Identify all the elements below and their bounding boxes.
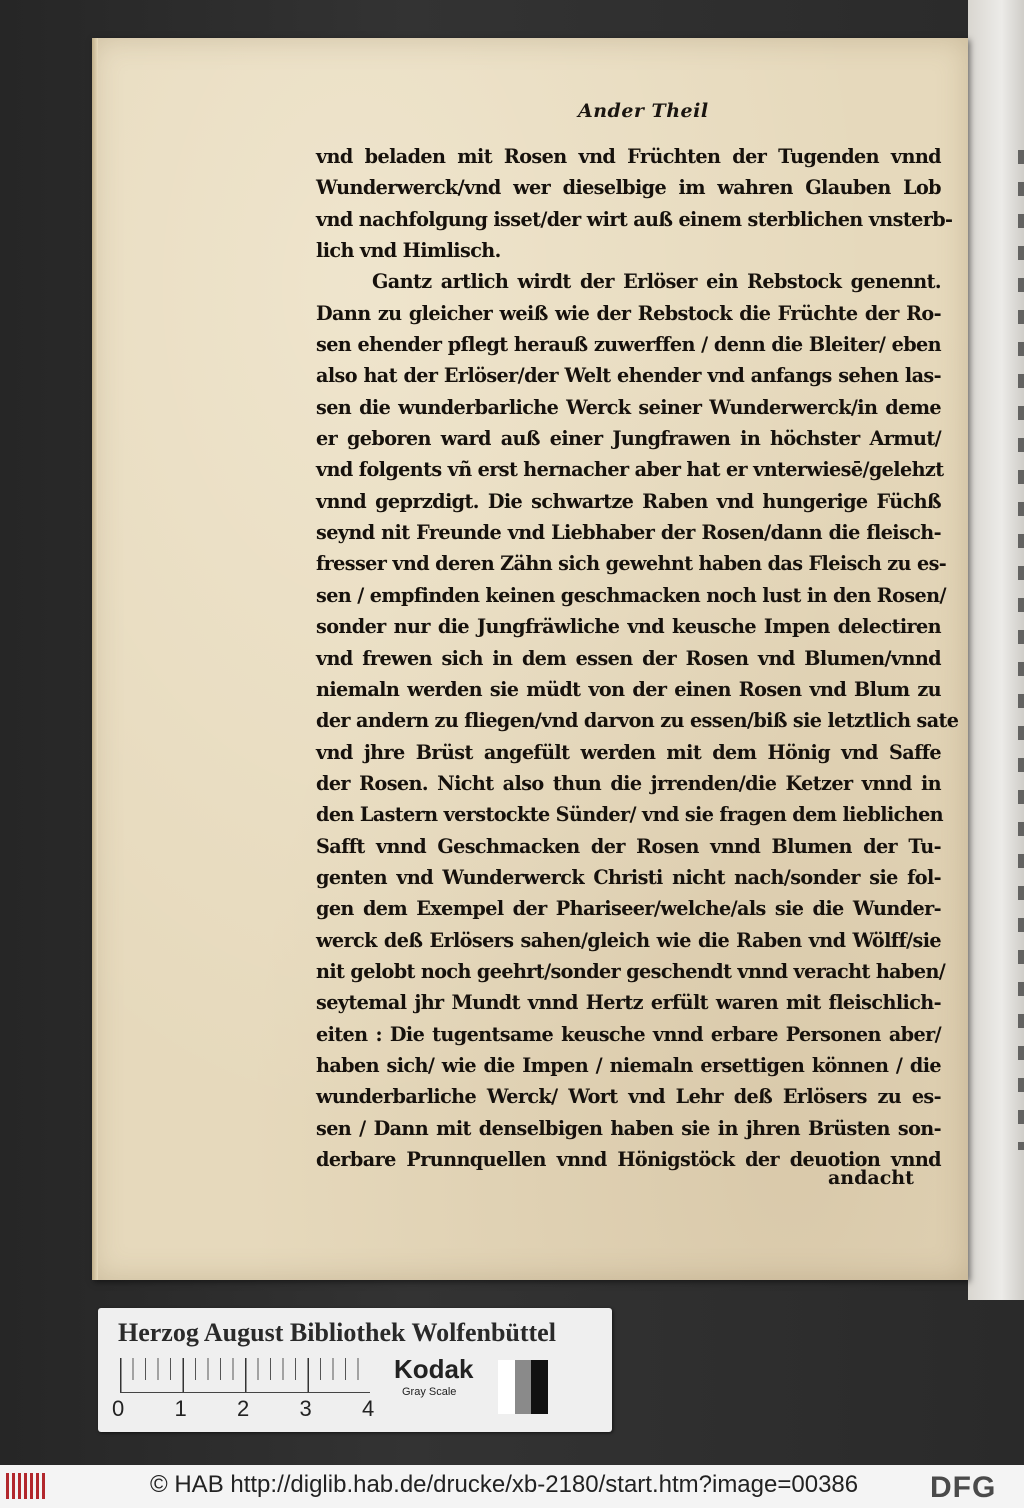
text-line: genten vnd Wunderwerck Christi nicht nach/sonder sie fol- bbox=[316, 865, 941, 889]
running-head: Ander Theil bbox=[578, 100, 709, 122]
text-line: Safft vnnd Geschmacken der Rosen vnnd Blumen der Tu- bbox=[316, 834, 941, 858]
color-calibration-card bbox=[98, 1308, 612, 1432]
text-line: vnd beladen mit Rosen vnd Früchten der Tugenden vnnd bbox=[316, 145, 941, 168]
kodak-logo: Kodak bbox=[394, 1354, 474, 1384]
catchword: andacht bbox=[828, 1167, 914, 1189]
text-line: den Lastern verstockte Sünder/ vnd sie fragen dem lieblichen bbox=[316, 803, 944, 827]
text-line: vnd folgents vñ erst hernacher aber hat er vnterwiesē/gelehzt bbox=[316, 458, 944, 482]
gray-step bbox=[498, 1360, 515, 1414]
ruler-major-ticks bbox=[120, 1358, 370, 1392]
gray-scale-label: Gray Scale bbox=[402, 1386, 457, 1398]
text-line: sen / empfinden keinen geschmacken noch lust in den Rosen/ bbox=[316, 583, 946, 607]
text-line: der andern zu fliegen/vnd darvon zu essen/biß sie letztlich sate bbox=[316, 709, 959, 733]
ruler-numbers bbox=[112, 1396, 392, 1422]
text-line: sen die wunderbarliche Werck seiner Wunderwerck/in deme bbox=[316, 395, 941, 419]
ruler-number: 0 bbox=[112, 1396, 125, 1421]
text-line: vnd jhre Brüst angefült werden mit dem Hönig vnd Saffe bbox=[316, 740, 941, 764]
ruler-number: 2 bbox=[237, 1396, 250, 1421]
page-gutter-edge bbox=[92, 38, 98, 1280]
hab-logo-icon bbox=[6, 1473, 48, 1499]
ruler-number: 4 bbox=[362, 1396, 375, 1421]
text-line: der Rosen. Nicht also thun die jrrenden/die Ketzer vnnd in bbox=[316, 771, 941, 795]
text-line: niemaln werden sie müdt von der einen Rosen vnd Blum zu bbox=[316, 677, 941, 701]
copyright-url[interactable]: © HAB http://diglib.hab.de/drucke/xb-2180/start.htm?image=00386 bbox=[150, 1471, 859, 1498]
text-line: sen / Dann mit denselbigen haben sie in jhren Brüsten son- bbox=[316, 1116, 941, 1140]
text-line: Gantz artlich wirdt der Erlöser ein Rebstock genennt. bbox=[372, 270, 941, 294]
ruler-number: 1 bbox=[174, 1396, 187, 1421]
text-line: also hat der Erlöser/der Welt ehender vnd anfangs sehen las- bbox=[316, 364, 941, 388]
text-line: lich vnd Himlisch. bbox=[316, 239, 501, 263]
text-line: Wunderwerck/vnd wer dieselbige im wahren Glauben Lob bbox=[316, 176, 941, 200]
gray-step bbox=[515, 1360, 532, 1414]
text-line: Dann zu gleicher weiß wie der Rebstock die Früchte der Ro- bbox=[316, 301, 941, 325]
dfg-logo: DFG bbox=[930, 1471, 997, 1504]
text-line: werck deß Erlösers sahen/gleich wie die Raben vnd Wölff/sie bbox=[316, 928, 941, 952]
adjacent-page-text bbox=[1018, 150, 1024, 1150]
text-line: sonder nur die Jungfräwliche vnd keusche Impen delectiren bbox=[316, 615, 941, 639]
text-line: fresser vnd deren Zähn sich gewehnt haben das Fleisch zu es- bbox=[316, 552, 947, 576]
adjacent-page bbox=[968, 0, 1024, 1300]
text-line: derbare Prunnquellen vnnd Hönigstöck der deuotion vnnd bbox=[316, 1148, 941, 1171]
text-line: eiten : Die tugentsame keusche vnnd erbare Personen aber/ bbox=[316, 1022, 941, 1046]
text-line: er geboren ward auß einer Jungfrawen in höchster Armut/ bbox=[316, 427, 941, 451]
page-text-block bbox=[316, 141, 959, 1175]
text-line: sen ehender pflegt herauß zuwerffen / denn die Bleiter/ eben bbox=[316, 333, 941, 357]
ruler-number: 3 bbox=[299, 1396, 312, 1421]
text-line: vnd frewen sich in dem essen der Rosen vnd Blumen/vnnd bbox=[316, 646, 941, 670]
text-line: seynd nit Freunde vnd Liebhaber der Rosen/dann die fleisch- bbox=[316, 521, 941, 545]
text-line: gen dem Exempel der Phariseer/welche/als sie die Wunder- bbox=[316, 897, 941, 921]
footer-bar bbox=[0, 1465, 1024, 1508]
text-line: wunderbarliche Werck/ Wort vnd Lehr deß Erlösers zu es- bbox=[316, 1085, 941, 1109]
text-line: nit gelobt noch geehrt/sonder geschendt vnnd veracht haben/ bbox=[316, 959, 946, 983]
gray-step bbox=[531, 1360, 548, 1414]
text-line: haben sich/ wie die Impen / niemaln ersettigen können / die bbox=[316, 1053, 941, 1077]
text-line: vnnd geprzdigt. Die schwartze Raben vnd hungerige Füchß bbox=[316, 489, 941, 513]
library-name: Herzog August Bibliothek Wolfenbüttel bbox=[118, 1318, 556, 1347]
ruler-baseline bbox=[120, 1392, 370, 1393]
text-line: vnd nachfolgung isset/der wirt auß einem sterblichen vnsterb- bbox=[316, 207, 953, 231]
gray-scale-steps bbox=[498, 1360, 548, 1414]
text-line: seytemal jhr Mundt vnnd Hertz erfült waren mit fleischlich- bbox=[316, 991, 941, 1015]
